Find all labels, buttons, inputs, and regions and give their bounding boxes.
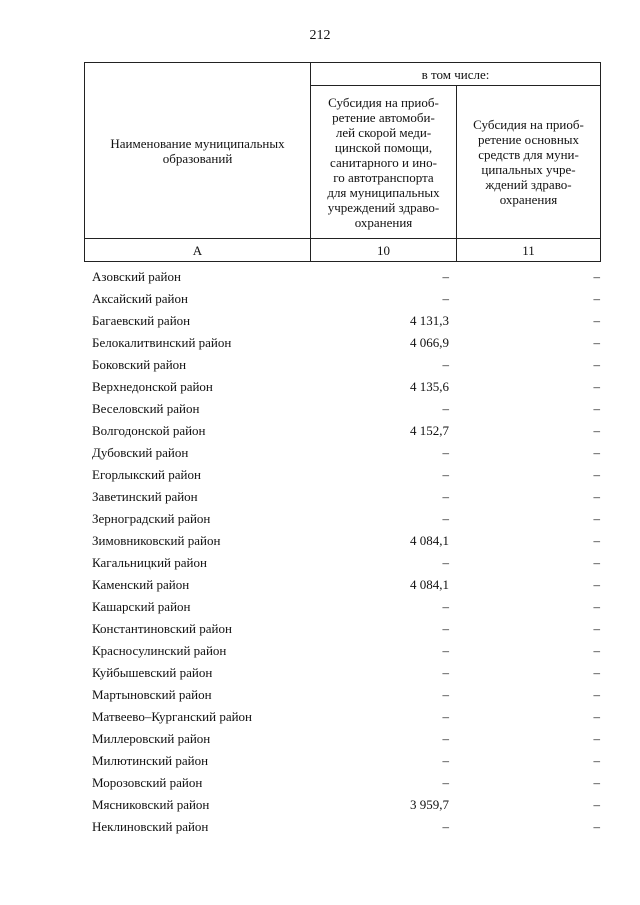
row-name: Куйбышевский район [92, 665, 213, 680]
row-value-10: – [442, 357, 449, 372]
row-value-11: – [593, 357, 600, 372]
row-value-11: – [593, 379, 600, 394]
table-row [92, 508, 600, 530]
row-name: Матвеево–Курганский район [92, 709, 253, 724]
row-name: Зерноградский район [92, 511, 211, 526]
row-value-10: – [442, 467, 449, 482]
row-value-10: – [442, 269, 449, 284]
column-header-11: Субсидия на приоб- ретение основных средств для муни- ципальных учре- ждений здраво- охранения [457, 86, 601, 239]
row-value-10: – [442, 709, 449, 724]
column-group-header: в том числе: [311, 63, 601, 86]
row-value-10: – [442, 445, 449, 460]
row-value-11: – [593, 577, 600, 592]
row-name: Кашарский район [92, 599, 191, 614]
row-value-10: – [442, 291, 449, 306]
row-name: Волгодонской район [92, 423, 206, 438]
row-value-10: – [442, 489, 449, 504]
row-value-10: 4 131,3 [410, 313, 449, 328]
column-header-10: Субсидия на приоб- ретение автомоби- лей скорой меди- цинской помощи, санитарного и ино- го автотранспорта для муниципальных учреждений здраво- охранения [311, 86, 457, 239]
row-value-10: 4 084,1 [410, 577, 449, 592]
row-name: Морозовский район [92, 775, 203, 790]
row-value-11: – [593, 687, 600, 702]
row-value-10: 3 959,7 [410, 797, 449, 812]
row-name: Боковский район [92, 357, 187, 372]
row-name: Верхнедонской район [92, 379, 213, 394]
row-value-10: 4 084,1 [410, 533, 449, 548]
row-value-11: – [593, 797, 600, 812]
table-row [92, 332, 600, 354]
column-index-11: 11 [457, 239, 601, 262]
row-value-10: – [442, 555, 449, 570]
table-row [92, 772, 600, 794]
row-name: Неклиновский район [92, 819, 209, 834]
row-value-10: – [442, 665, 449, 680]
row-value-11: – [593, 533, 600, 548]
table-row [92, 706, 600, 728]
row-name: Белокалитвинский район [92, 335, 232, 350]
table-row [92, 420, 600, 442]
table-row [92, 464, 600, 486]
table-row [92, 288, 600, 310]
row-value-10: – [442, 775, 449, 790]
table-row [92, 442, 600, 464]
table-row [92, 574, 600, 596]
row-name: Мясниковский район [92, 797, 210, 812]
row-value-11: – [593, 291, 600, 306]
row-value-11: – [593, 423, 600, 438]
column-index-a: А [85, 239, 311, 262]
table-row [92, 684, 600, 706]
row-value-11: – [593, 753, 600, 768]
row-value-10: 4 135,6 [410, 379, 449, 394]
row-value-11: – [593, 621, 600, 636]
table-row [92, 398, 600, 420]
table-row [92, 794, 600, 816]
row-value-11: – [593, 467, 600, 482]
table-row [92, 816, 600, 838]
row-name: Багаевский район [92, 313, 191, 328]
row-name: Веселовский район [92, 401, 200, 416]
table-row [92, 266, 600, 288]
row-name: Каменский район [92, 577, 190, 592]
row-name: Азовский район [92, 269, 181, 284]
table-row [92, 662, 600, 684]
row-name: Мартыновский район [92, 687, 212, 702]
row-name: Константиновский район [92, 621, 232, 636]
row-name: Аксайский район [92, 291, 188, 306]
row-value-11: – [593, 555, 600, 570]
table-row [92, 354, 600, 376]
row-name: Кагальницкий район [92, 555, 207, 570]
row-value-10: – [442, 819, 449, 834]
table-row [92, 376, 600, 398]
row-value-11: – [593, 775, 600, 790]
table-row [92, 596, 600, 618]
row-value-10: – [442, 643, 449, 658]
column-index-10: 10 [311, 239, 457, 262]
row-value-11: – [593, 335, 600, 350]
row-value-11: – [593, 489, 600, 504]
row-value-11: – [593, 445, 600, 460]
row-value-10: – [442, 687, 449, 702]
row-value-10: – [442, 599, 449, 614]
row-value-11: – [593, 665, 600, 680]
row-value-11: – [593, 819, 600, 834]
row-name: Егорлыкский район [92, 467, 201, 482]
row-name: Заветинский район [92, 489, 198, 504]
row-name: Миллеровский район [92, 731, 211, 746]
row-value-10: – [442, 753, 449, 768]
row-value-11: – [593, 731, 600, 746]
table-row [92, 728, 600, 750]
row-value-11: – [593, 643, 600, 658]
row-value-10: – [442, 401, 449, 416]
row-name: Зимовниковский район [92, 533, 221, 548]
row-value-11: – [593, 269, 600, 284]
table-row [92, 618, 600, 640]
row-value-10: – [442, 731, 449, 746]
row-value-11: – [593, 313, 600, 328]
table-row [92, 486, 600, 508]
row-value-10: – [442, 621, 449, 636]
row-value-11: – [593, 401, 600, 416]
table-row [92, 552, 600, 574]
table-body [92, 266, 600, 838]
table-row [92, 750, 600, 772]
column-header-name: Наименование муниципальных образований [85, 63, 311, 239]
page-number: 212 [309, 28, 331, 43]
row-value-11: – [593, 511, 600, 526]
row-value-10: 4 152,7 [410, 423, 449, 438]
row-name: Красносулинский район [92, 643, 227, 658]
row-value-11: – [593, 709, 600, 724]
row-name: Милютинский район [92, 753, 209, 768]
row-value-10: – [442, 511, 449, 526]
row-value-11: – [593, 599, 600, 614]
table-row [92, 530, 600, 552]
row-value-10: 4 066,9 [410, 335, 449, 350]
row-name: Дубовский район [92, 445, 189, 460]
table-header [84, 62, 601, 262]
table-row [92, 640, 600, 662]
table-row [92, 310, 600, 332]
